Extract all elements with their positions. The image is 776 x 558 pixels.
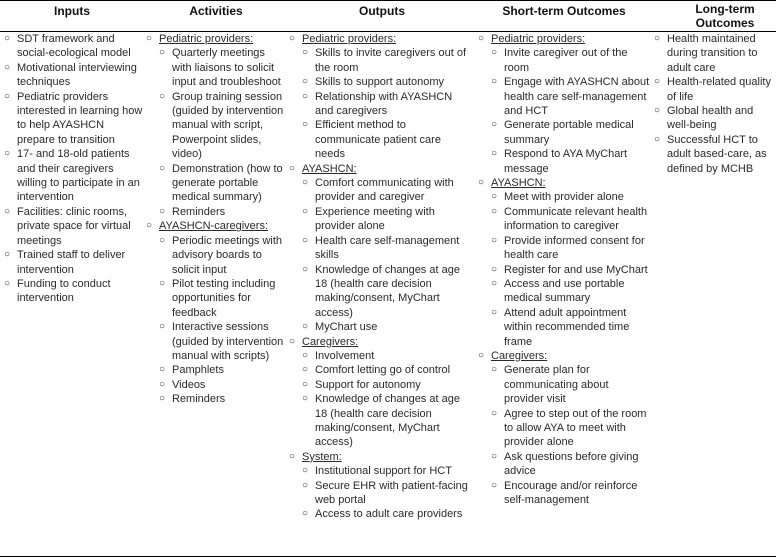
group-item (289, 32, 472, 46)
list-item: ○ Skills to invite caregivers out of the room (289, 46, 472, 75)
list-item: ○ Secure EHR with patient-facing web portal (289, 479, 472, 508)
bottom-rule (0, 556, 776, 557)
list-item: ○ Generate plan for communicating about provider visit (478, 363, 650, 406)
group-heading: System: (302, 450, 342, 463)
list-item: ○ Efficient method to communicate patient care needs (289, 118, 472, 161)
list-item: ○ Trained staff to deliver intervention (4, 248, 144, 277)
group-heading: AYASHCN: (302, 162, 357, 175)
list-item: ○ Reminders (146, 392, 286, 406)
list-item: ○ Comfort communicating with provider and caregiver (289, 176, 472, 205)
short-term-column (478, 32, 650, 507)
group-item (146, 32, 286, 46)
bullet-list (4, 32, 144, 306)
list-item: ○ SDT framework and social-ecological model (4, 32, 144, 61)
list-item: ○ Access and use portable medical summary (478, 277, 650, 306)
list-item: ○ Invite caregiver out of the room (478, 46, 650, 75)
group-heading: AYASHCN-caregivers: (159, 220, 269, 233)
list-item: ○ Institutional support for HCT (289, 464, 472, 478)
list-item: ○ Communicate relevant health information to caregiver (478, 205, 650, 234)
list-item: ○ Interactive sessions (guided by intervention manual with scripts) (146, 320, 286, 363)
activities-column (146, 32, 286, 407)
long-term-column (654, 32, 772, 176)
list-item: ○ Comfort letting go of control (289, 363, 472, 377)
list-item: ○ Attend adult appointment within recommended time frame (478, 306, 650, 349)
inputs-column (4, 32, 144, 306)
list-item: ○ Health care self-management skills (289, 234, 472, 263)
list-item: ○ Ask questions before giving advice (478, 450, 650, 479)
group-item (478, 32, 650, 46)
list-item: ○ Successful HCT to adult based-care, as defined by MCHB (654, 133, 772, 176)
list-item: ○ Register for and use MyChart (478, 263, 650, 277)
list-item: ○ Relationship with AYASHCN and caregivers (289, 90, 472, 119)
bullet-list (654, 32, 772, 176)
list-item: ○ Access to adult care providers (289, 507, 472, 521)
group-heading: AYASHCN: (491, 177, 546, 190)
bullet-list (478, 32, 650, 507)
list-item: ○ Respond to AYA MyChart message (478, 147, 650, 176)
header-activities: Activities (189, 4, 243, 18)
group-heading: Pediatric providers: (302, 33, 397, 45)
group-item (478, 349, 650, 363)
list-item: ○ Pamphlets (146, 363, 286, 377)
list-item: ○ Demonstration (how to generate portable medical summary) (146, 162, 286, 205)
list-item: ○ Provide informed consent for health care (478, 234, 650, 263)
list-item: ○ Experience meeting with provider alone (289, 205, 472, 234)
group-item (478, 176, 650, 190)
bullet-list (289, 32, 472, 522)
list-item: ○ Health maintained during transition to adult care (654, 32, 772, 75)
list-item: ○ Engage with AYASHCN about health care self-management and HCT (478, 75, 650, 118)
list-item: ○ Health-related quality of life (654, 75, 772, 104)
list-item: ○ Videos (146, 378, 286, 392)
list-item: ○ Periodic meetings with advisory boards to solicit input (146, 234, 286, 277)
group-heading: Pediatric providers: (491, 33, 586, 45)
list-item: ○ 17- and 18-old patients and their caregivers willing to participate in an intervention (4, 147, 144, 205)
top-rule (0, 0, 776, 1)
bullet-list (146, 32, 286, 407)
group-item (289, 335, 472, 349)
list-item: ○ Global health and well-being (654, 104, 772, 133)
header-short-term: Short-term Outcomes (502, 4, 626, 18)
header-long-term: Long-term Outcomes (695, 2, 755, 30)
list-item: ○ Involvement (289, 349, 472, 363)
outputs-column (289, 32, 472, 522)
group-item (146, 219, 286, 233)
header-outputs: Outputs (359, 4, 405, 18)
group-item (289, 162, 472, 176)
list-item: ○ Meet with provider alone (478, 190, 650, 204)
list-item: ○ Pediatric providers interested in learning how to help AYASHCN prepare to transition (4, 90, 144, 148)
list-item: ○ Motivational interviewing techniques (4, 61, 144, 90)
list-item: ○ Generate portable medical summary (478, 118, 650, 147)
list-item: ○ Knowledge of changes at age 18 (health care decision making/consent, MyChart access) (289, 392, 472, 450)
group-item (289, 450, 472, 464)
header-inputs: Inputs (54, 4, 90, 18)
group-heading: Caregivers: (302, 335, 359, 348)
group-heading: Pediatric providers: (159, 33, 254, 45)
list-item: ○ Skills to support autonomy (289, 75, 472, 89)
list-item: ○ Reminders (146, 205, 286, 219)
list-item: ○ Support for autonomy (289, 378, 472, 392)
list-item: ○ Encourage and/or reinforce self-management (478, 479, 650, 508)
list-item: ○ Quarterly meetings with liaisons to solicit input and troubleshoot (146, 46, 286, 89)
list-item: ○ Agree to step out of the room to allow AYA to meet with provider alone (478, 407, 650, 450)
list-item: ○ Facilities: clinic rooms, private space for virtual meetings (4, 205, 144, 248)
group-heading: Caregivers: (491, 349, 548, 362)
list-item: ○ Pilot testing including opportunities for feedback (146, 277, 286, 320)
list-item: ○ Funding to conduct intervention (4, 277, 144, 306)
list-item: ○ Group training session (guided by intervention manual with script, Powerpoint slides, video) (146, 90, 286, 162)
list-item: ○ Knowledge of changes at age 18 (health care decision making/consent, MyChart access) (289, 263, 472, 321)
list-item: ○ MyChart use (289, 320, 472, 334)
